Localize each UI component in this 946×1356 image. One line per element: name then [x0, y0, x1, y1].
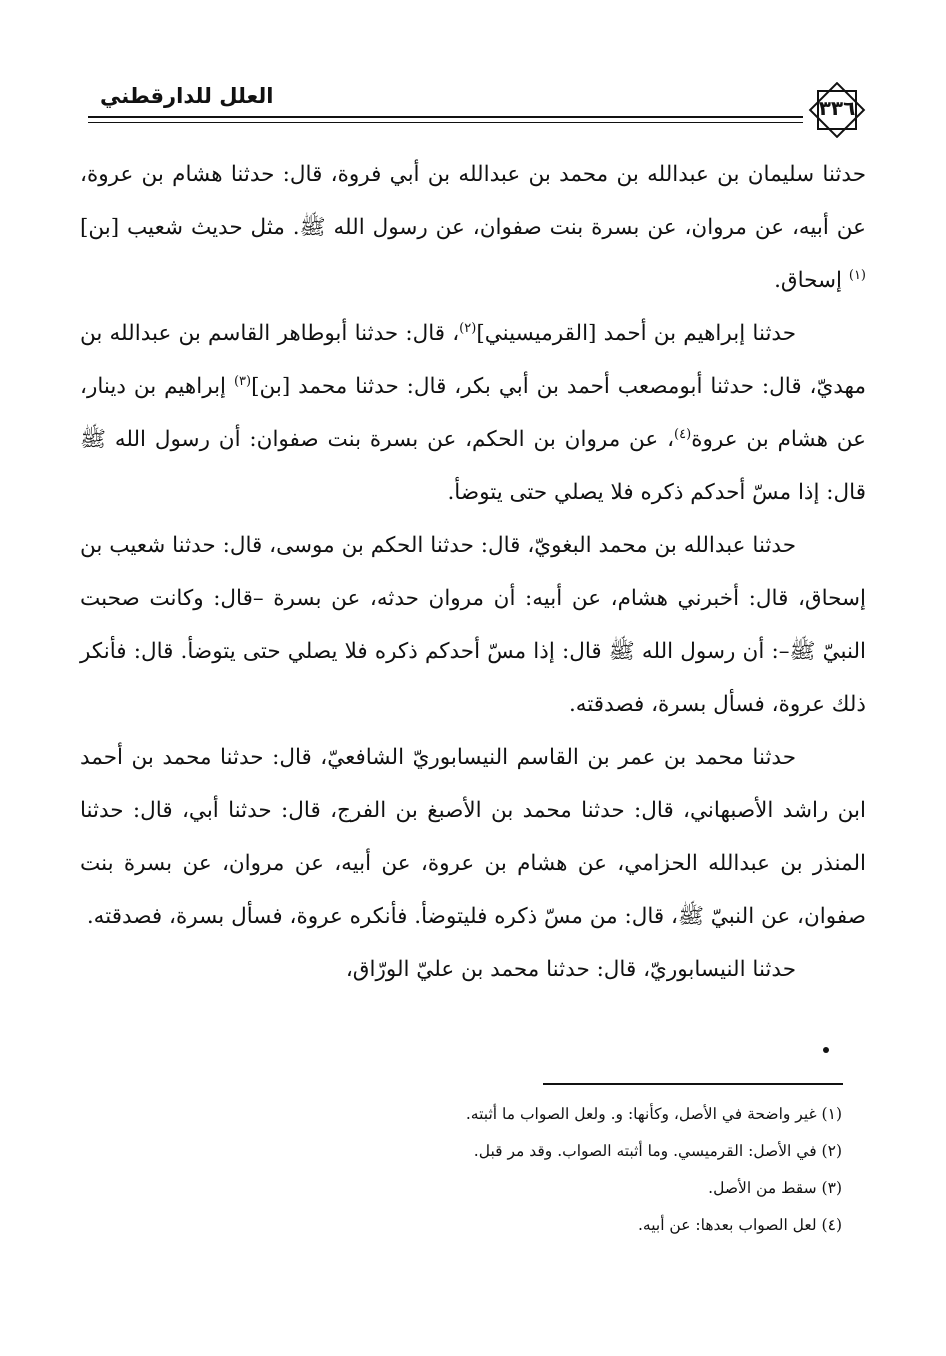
text-segment: حدثنا سليمان بن عبدالله بن محمد بن عبدالله بن أبي فروة، قال: حدثنا هشام بن عروة، عن أبيه، عن مروان، عن بسرة بنت صفوان، عن رسول الله ﷺ. مثل حديث شعيب [بن]: [80, 162, 866, 240]
paragraph: [80, 943, 866, 996]
header-rule-thick: [88, 116, 803, 118]
text-segment: حدثنا إبراهيم بن أحمد [القرميسيني]: [476, 321, 797, 346]
footnote-4: (٤) لعل الصواب بعدها: عن أبيه.: [637, 1216, 842, 1234]
footnote-3: (٣) سقط من الأصل.: [708, 1179, 842, 1197]
text-segment: إبراهيم بن دينار، عن هشام بن عروة: [80, 374, 866, 452]
header-rule-thin: [88, 122, 803, 123]
text-segment: حدثنا عبدالله بن محمد البغويّ، قال: حدثنا الحكم بن موسى، قال: حدثنا شعيب بن إسحاق، قال: أخبرني هشام، عن أبيه: أن مروان حدثه، عن بسرة –قال: وكانت صحبت النبيّ ﷺ–: أن رسول الله ﷺ قال: إذا مسّ أحدكم ذكره فلا يصلي حتى يتوضأ. قال: فأنكر ذلك عروة، فسأل بسرة، فصدقته.: [80, 533, 866, 717]
page-number: ٣٣٦: [818, 96, 856, 120]
page-header: [88, 78, 868, 134]
text-segment: ، قال: حدثنا أبوطاهر القاسم بن عبدالله بن مهديّ، قال: حدثنا أبومصعب أحمد بن أبي بكر، قال: حدثنا محمد [بن]: [80, 321, 866, 399]
text-segment: حدثنا النيسابوريّ، قال: حدثنا محمد بن عليّ الورّاق،: [345, 957, 796, 982]
text-segment: حدثنا محمد بن عمر بن القاسم النيسابوريّ الشافعيّ، قال: حدثنا محمد بن أحمد ابن راشد الأصبهاني، قال: حدثنا محمد بن الأصبغ بن الفرج، قال: حدثنا أبي، قال: حدثنا المنذر بن عبدالله الحزامي، عن هشام بن عروة، عن أبيه، عن مروان، عن بسرة بنت صفوان، عن النبيّ ﷺ، قال: من مسّ ذكره فليتوضأ. فأنكره عروة، فسأل بسرة، فصدقته.: [80, 745, 866, 929]
footnote-reference: (١): [848, 268, 866, 283]
text-segment: إسحاق.: [774, 268, 849, 293]
paragraph: [80, 731, 866, 943]
footnote-2: (٢) في الأصل: القرميسي. وما أثبته الصواب. وقد مر قبل.: [473, 1142, 842, 1160]
paragraph: [80, 148, 866, 307]
footnote-reference: (٤): [674, 427, 692, 442]
paragraph: [80, 519, 866, 731]
footnote-reference: (٢): [459, 321, 477, 336]
footnote-reference: (٣): [233, 374, 252, 389]
page-number-badge: [806, 82, 868, 138]
footnote-separator: [543, 1083, 843, 1085]
running-title: العلل للدارقطني: [100, 84, 274, 108]
dot-mark: [823, 1047, 829, 1053]
text-segment: ، عن مروان بن الحكم، عن بسرة بنت صفوان: أن رسول الله ﷺ قال: إذا مسّ أحدكم ذكره فلا يصلي حتى يتوضأ.: [80, 427, 866, 505]
footnotes: [300, 1096, 842, 1244]
footnote-1: (١) غير واضحة في الأصل، وكأنها: و. ولعل الصواب ما أثبته.: [465, 1105, 842, 1123]
main-text: [80, 148, 866, 996]
paragraph: [80, 307, 866, 519]
